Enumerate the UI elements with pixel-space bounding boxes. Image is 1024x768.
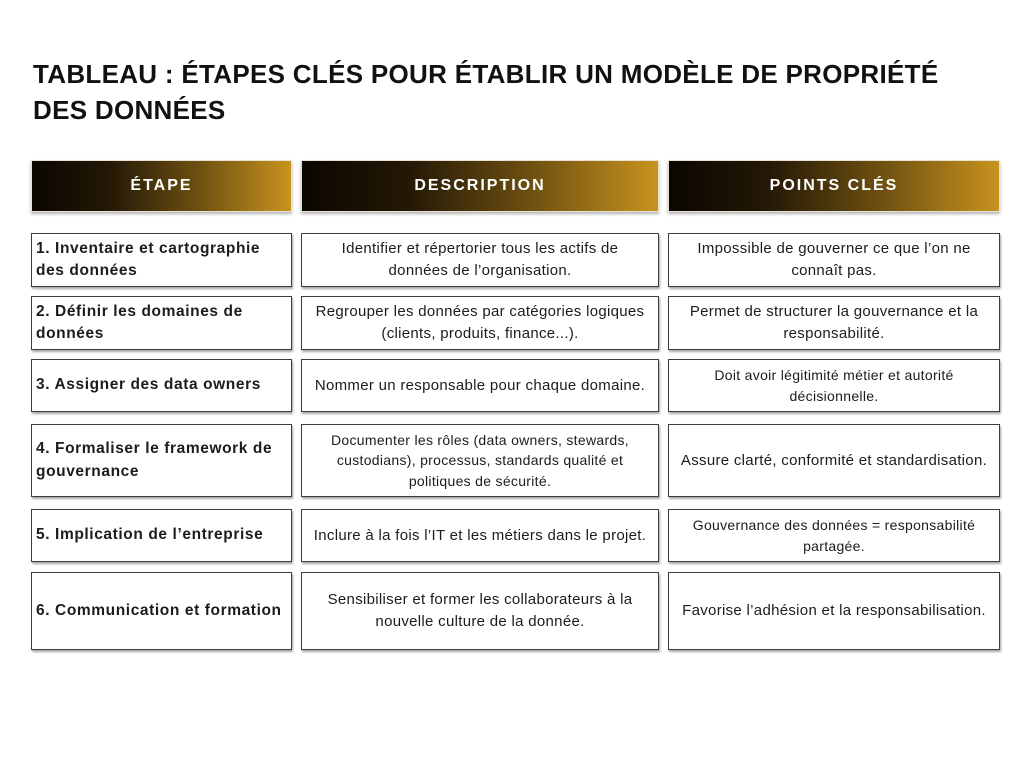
description-cell: Sensibiliser et former les collaborateurs à la nouvelle culture de la donnée. <box>301 572 659 650</box>
points-cell: Permet de structurer la gouvernance et la responsabilité. <box>668 296 1000 350</box>
description-cell: Inclure à la fois l’IT et les métiers dans le projet. <box>301 509 659 562</box>
page-title-line2: DES DONNÉES <box>33 95 226 125</box>
points-cell: Favorise l’adhésion et la responsabilisation. <box>668 572 1000 650</box>
table-row <box>31 233 1001 287</box>
description-cell: Regrouper les données par catégories logiques (clients, produits, finance...). <box>301 296 659 350</box>
step-cell: 2. Définir les domaines de données <box>31 296 292 350</box>
step-cell: 1. Inventaire et cartographie des données <box>31 233 292 287</box>
description-cell: Documenter les rôles (data owners, stewards, custodians), processus, standards qualité et politiques de sécurité. <box>301 424 659 497</box>
table-row <box>31 509 1001 562</box>
table-row <box>31 424 1001 497</box>
column-header-description: DESCRIPTION <box>301 160 659 212</box>
description-cell: Nommer un responsable pour chaque domaine. <box>301 359 659 412</box>
description-cell: Identifier et répertorier tous les actifs de données de l’organisation. <box>301 233 659 287</box>
step-cell: 4. Formaliser le framework de gouvernance <box>31 424 292 497</box>
table-header-row <box>31 160 1001 212</box>
step-cell: 5. Implication de l’entreprise <box>31 509 292 562</box>
column-header-points-cles: POINTS CLÉS <box>668 160 1000 212</box>
page-title <box>33 56 938 128</box>
table-row <box>31 359 1001 412</box>
step-cell: 6. Communication et formation <box>31 572 292 650</box>
table-row <box>31 572 1001 650</box>
step-cell: 3. Assigner des data owners <box>31 359 292 412</box>
page-title-line1: TABLEAU : ÉTAPES CLÉS POUR ÉTABLIR UN MODÈLE DE PROPRIÉTÉ <box>33 59 939 89</box>
points-cell: Gouvernance des données = responsabilité partagée. <box>668 509 1000 562</box>
table-row <box>31 296 1001 350</box>
column-header-etape: ÉTAPE <box>31 160 292 212</box>
data-ownership-table <box>31 160 1001 650</box>
points-cell: Impossible de gouverner ce que l’on ne connaît pas. <box>668 233 1000 287</box>
points-cell: Assure clarté, conformité et standardisation. <box>668 424 1000 497</box>
points-cell: Doit avoir légitimité métier et autorité décisionnelle. <box>668 359 1000 412</box>
